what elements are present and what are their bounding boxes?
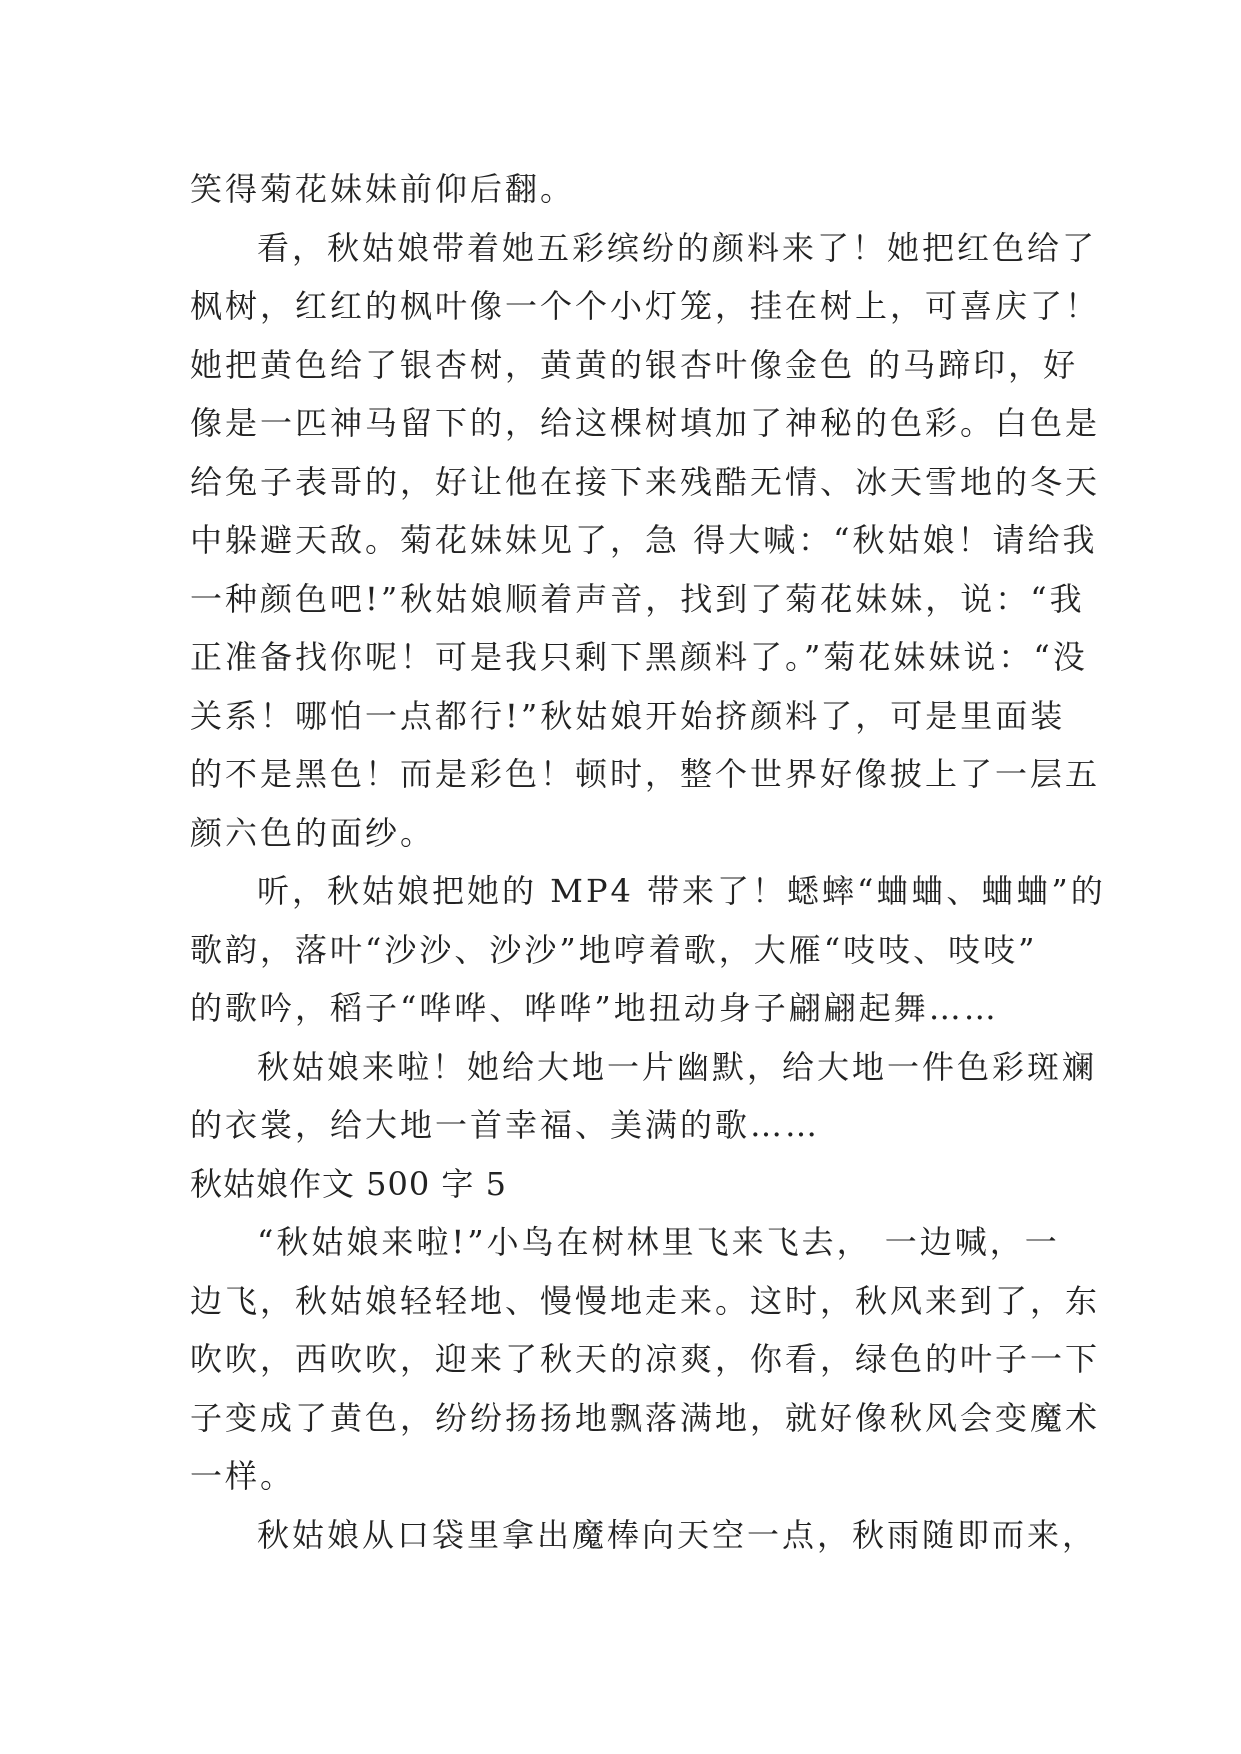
paragraph-start-line: “秋姑娘来啦!”小鸟在树林里飞来飞去， 一边喊，一 — [257, 1223, 1060, 1261]
text-line: 一样。 — [190, 1457, 296, 1495]
text-line: 的不是黑色！而是彩色！顿时，整个世界好像披上了一层五 — [190, 755, 1101, 793]
text-line: 的衣裳，给大地一首幸福、美满的歌…… — [190, 1106, 821, 1144]
paragraph-start-line: 秋姑娘来啦！她给大地一片幽默，给大地一件色彩斑斓 — [257, 1047, 1098, 1086]
text-line: 一种颜色吧!”秋姑娘顺着声音，找到了菊花妹妹，说：“我 — [190, 579, 1085, 618]
text-line: 中躲避天敌。菊花妹妹见了，急 得大喊：“秋姑娘！请给我 — [190, 521, 1098, 559]
text-line: 笑得菊花妹妹前仰后翻。 — [190, 170, 576, 208]
paragraph-start-line: 听，秋姑娘把她的 MP4 带来了！蟋蟀“蛐蛐、蛐蛐”的 — [257, 872, 1106, 910]
text-line: 给兔子表哥的，好让他在接下来残酷无情、冰天雪地的冬天 — [190, 462, 1101, 501]
document-body — [190, 160, 1106, 1564]
text-line: 关系！哪怕一点都行!”秋姑娘开始挤颜料了，可是里面装 — [190, 696, 1066, 735]
text-line: 正准备找你呢！可是我只剩下黑颜料了。”菊花妹妹说：“没 — [190, 638, 1088, 676]
text-line: 歌韵，落叶“沙沙、沙沙”地哼着歌，大雁“吱吱、吱吱” — [190, 930, 1038, 969]
text-line: 颜六色的面纱。 — [190, 813, 436, 852]
text-line: 吹吹，西吹吹，迎来了秋天的凉爽，你看，绿色的叶子一下 — [190, 1340, 1101, 1378]
paragraph-start-line: 秋姑娘从口袋里拿出魔棒向天空一点，秋雨随即而来， — [257, 1515, 1098, 1554]
text-line: 子变成了黄色，纷纷扬扬地飘落满地，就好像秋风会变魔术 — [190, 1398, 1101, 1437]
text-line: 她把黄色给了银杏树，黄黄的银杏叶像金色 的马蹄印，好 — [190, 345, 1079, 384]
paragraph-start-line: 看，秋姑娘带着她五彩缤纷的颜料来了！她把红色给了 — [257, 228, 1098, 267]
text-line: 的歌吟，稻子“哗哗、哗哗”地扭动身子翩翩起舞…… — [190, 989, 999, 1027]
text-line: 枫树，红红的枫叶像一个个小灯笼，挂在树上，可喜庆了！ — [190, 287, 1101, 325]
text-line: 像是一匹神马留下的，给这棵树填加了神秘的色彩。白色是 — [190, 404, 1101, 442]
text-line: 边飞，秋姑娘轻轻地、慢慢地走来。这时，秋风来到了，东 — [190, 1281, 1101, 1320]
section-heading: 秋姑娘作文 500 字 5 — [190, 1164, 507, 1203]
